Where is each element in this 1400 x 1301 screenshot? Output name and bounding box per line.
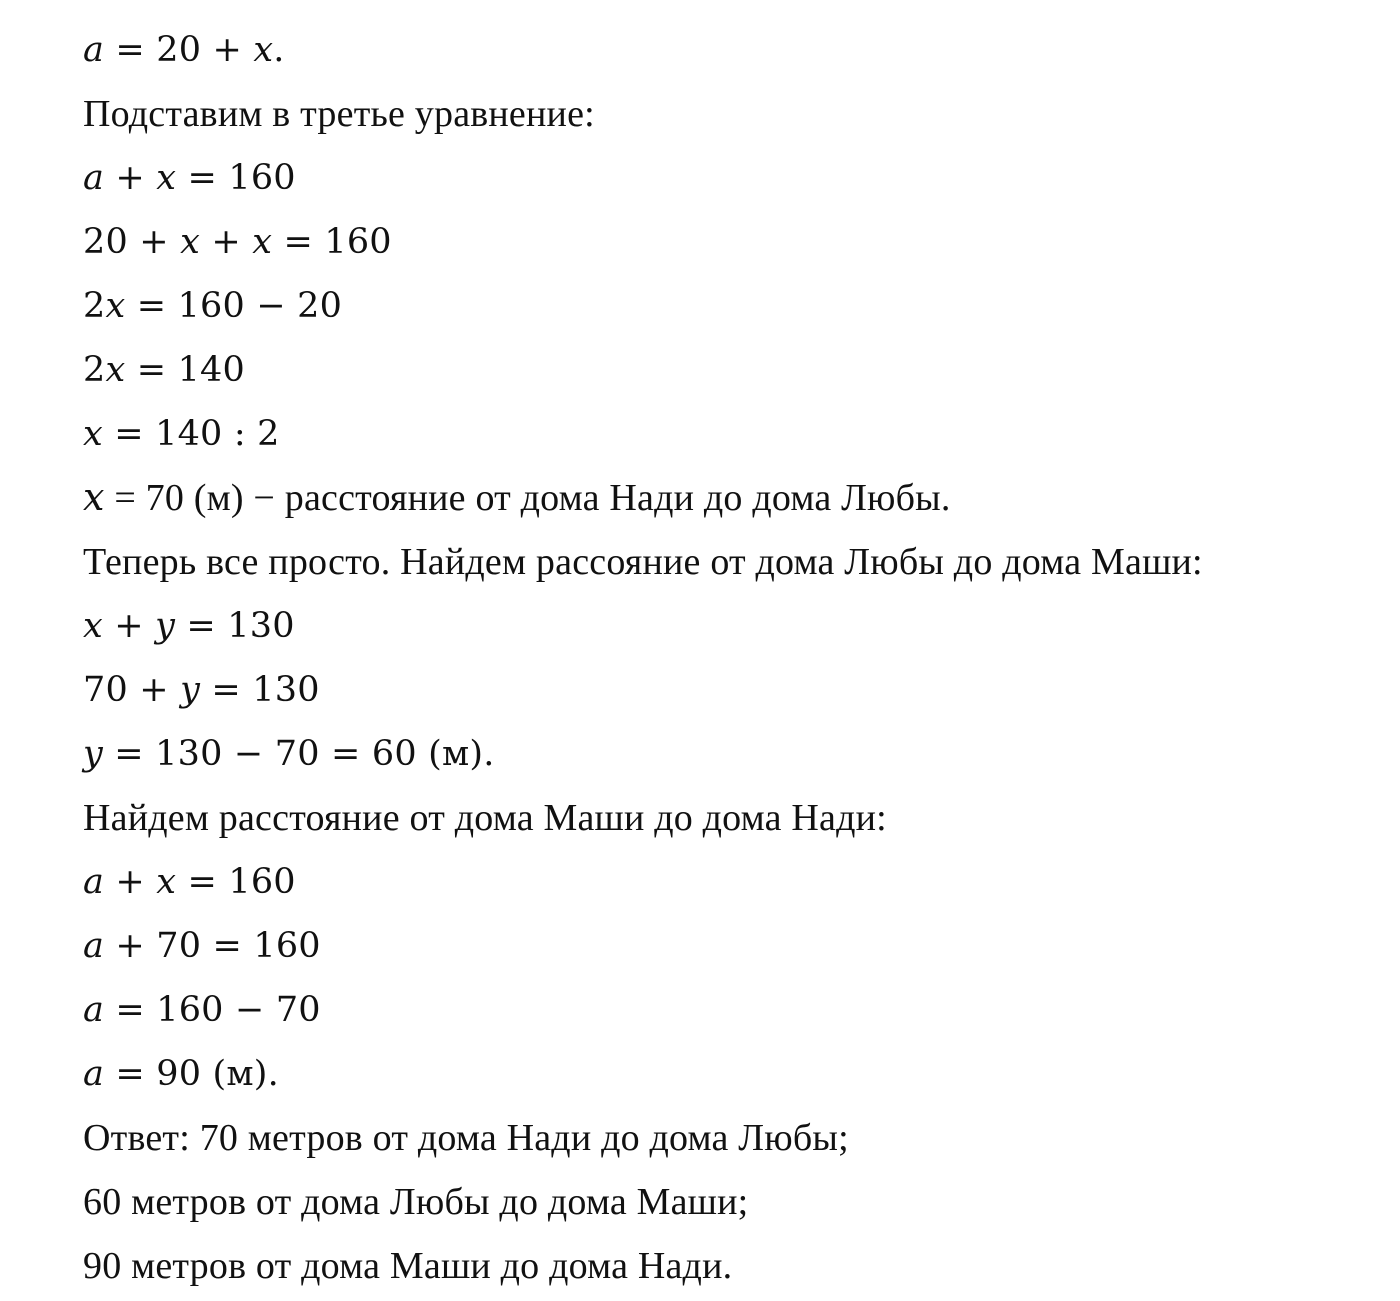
answer-line: Ответ: 70 метров от дома Нади до дома Любы; [83,1117,849,1159]
text-line: Найдем расстояние от дома Маши до дома Нади: [83,797,887,839]
equation-line: 𝑎 + 𝑥 = 160 [83,862,296,902]
answer-line: 60 метров от дома Любы до дома Маши; [83,1181,749,1223]
equation-line: 70 + 𝑦 = 130 [83,670,320,710]
equation-result-line: 𝑥 = 70 (м) − расстояние от дома Нади до дома Любы. [83,477,951,519]
equation-line: 𝑎 + 𝑥 = 160 [83,158,296,198]
equation-line: 2𝑥 = 140 [83,350,245,390]
text-line: Подставим в третье уравнение: [83,93,595,135]
equation-line: 𝑦 = 130 − 70 = 60 (м). [83,734,495,774]
equation-line: 𝑎 + 70 = 160 [83,926,321,966]
equation-line: 𝑎 = 160 − 70 [83,990,321,1030]
equation-line: 𝑥 + 𝑦 = 130 [83,606,295,646]
document-page [83,18,1383,1298]
answer-line: 90 метров от дома Маши до дома Нади. [83,1245,733,1287]
equation-line: 𝑎 = 90 (м). [83,1054,279,1094]
equation-line: 𝑥 = 140 : 2 [83,414,280,454]
text-line: Теперь все просто. Найдем рассояние от дома Любы до дома Маши: [83,541,1203,583]
equation-line: 2𝑥 = 160 − 20 [83,286,343,326]
equation-line: 𝑎 = 20 + 𝑥. [83,30,285,70]
equation-line: 20 + 𝑥 + 𝑥 = 160 [83,222,392,262]
